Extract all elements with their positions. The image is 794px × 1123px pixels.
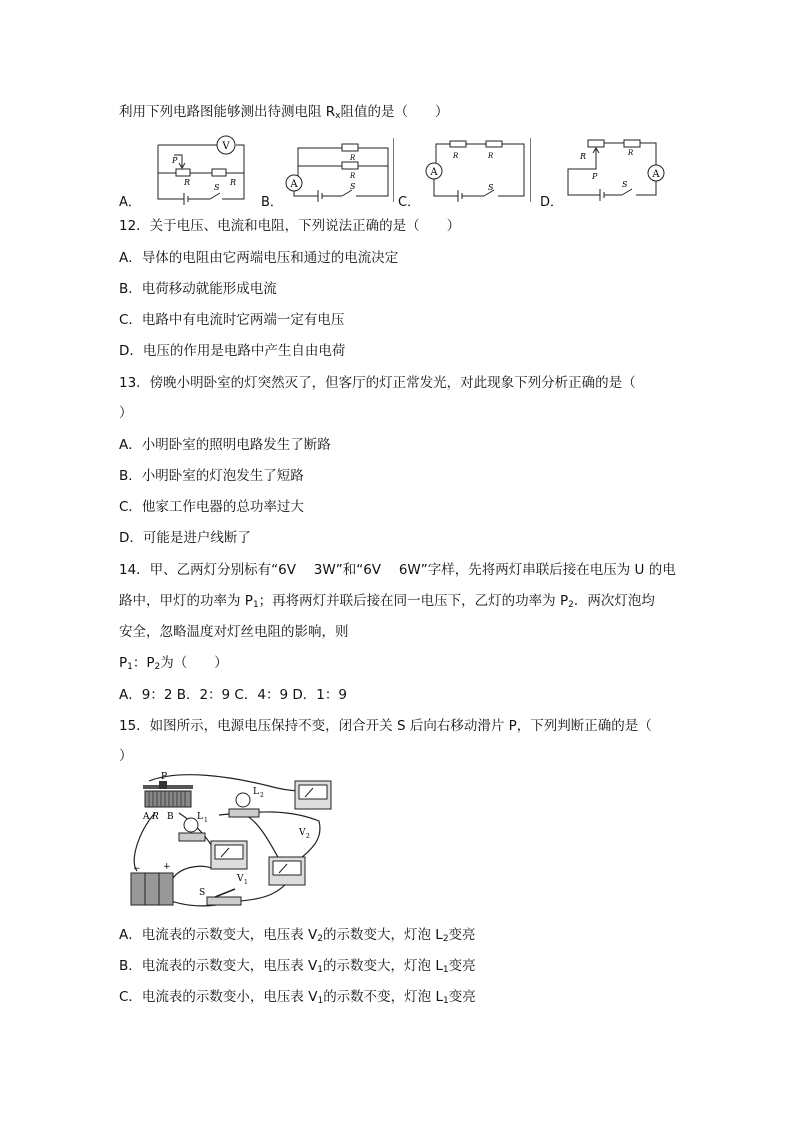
rheostat-icon xyxy=(143,781,193,807)
svg-text:R: R xyxy=(350,154,356,162)
svg-text:R: R xyxy=(184,178,191,187)
circuit-diagram-b xyxy=(280,138,392,202)
svg-text:L: L xyxy=(253,787,259,797)
svg-text:S: S xyxy=(350,182,356,191)
battery-icon xyxy=(131,873,173,905)
q13-stem: 13．傍晚小明卧室的灯突然灭了，但客厅的灯正常发光，对此现象下列分析正确的是（ xyxy=(119,375,636,391)
svg-text:R: R xyxy=(152,812,159,822)
voltmeter-label: V xyxy=(222,141,230,152)
switch-icon xyxy=(207,889,241,905)
svg-text:R: R xyxy=(453,152,459,160)
svg-text:1: 1 xyxy=(244,879,248,886)
svg-text:1: 1 xyxy=(204,817,208,824)
q13-option-c: C．他家工作电器的总功率过大 xyxy=(119,499,304,515)
svg-text:−: − xyxy=(133,864,141,874)
q15-option-c: C．电流表的示数变小，电压表 $V_1$的示数不变，灯泡 $L_1$变亮 xyxy=(119,989,476,1006)
svg-text:R: R xyxy=(230,178,237,187)
q12-option-a: A．导体的电阻由它两端电压和通过的电流决定 xyxy=(119,250,399,266)
q13-option-a: A．小明卧室的照明电路发生了断路 xyxy=(119,437,331,453)
q15-option-a: A．电流表的示数变大，电压表 $V_2$的示数变大，灯泡 $L_2$变亮 xyxy=(119,927,476,944)
svg-text:S: S xyxy=(488,183,494,192)
q11-option-c-label: C． xyxy=(398,195,421,210)
circuit-diagram-a xyxy=(148,133,250,205)
q15-option-b: B．电流表的示数变大，电压表 $V_1$的示数变大，灯泡 $L_1$变亮 xyxy=(119,958,476,975)
q12-option-c: C．电路中有电流时它两端一定有电压 xyxy=(119,312,345,328)
ammeter-label: A xyxy=(290,179,298,190)
svg-text:B: B xyxy=(167,812,174,822)
svg-text:+: + xyxy=(163,862,171,872)
q13-option-b: B．小明卧室的灯泡发生了短路 xyxy=(119,468,304,484)
circuit-diagram-c xyxy=(420,138,528,202)
q14-stem-line3: 安全，忽略温度对灯丝电阻的影响，则 xyxy=(119,624,349,640)
svg-text:P: P xyxy=(172,156,178,165)
svg-text:S: S xyxy=(214,183,220,192)
q15-stem: 15．如图所示，电源电压保持不变，闭合开关 S 后向右移动滑片 P，下列判断正确的是（ xyxy=(119,718,652,734)
svg-text:L: L xyxy=(197,812,203,822)
svg-text:P: P xyxy=(592,172,598,181)
svg-text:S: S xyxy=(199,888,206,898)
svg-text:A: A xyxy=(430,167,438,178)
svg-text:R: R xyxy=(488,152,494,160)
q14-stem-line1: 14．甲、乙两灯分别标有“6V 3W”和“6V 6W”字样，先将两灯串联后接在电压为 U 的电 xyxy=(119,562,676,578)
svg-text:2: 2 xyxy=(260,792,264,799)
q11-option-b-label: B． xyxy=(261,195,283,210)
circuit-diagram-d xyxy=(562,135,672,201)
q15-stem-cont: ） xyxy=(119,748,133,764)
q14-stem-line2: 路中，甲灯的功率为 $P_1$；再将两灯并联后接在同一电压下，乙灯的功率为 $P_2$．两次灯泡均 xyxy=(119,593,655,610)
physical-circuit-figure xyxy=(119,771,341,913)
q14-ratio-line: $P_1$：$P_2$为（ ） xyxy=(119,655,228,672)
svg-text:S: S xyxy=(622,180,628,189)
q13-stem-cont: ） xyxy=(119,405,133,421)
svg-text:P: P xyxy=(161,772,168,782)
voltmeter-v1-icon xyxy=(211,841,247,869)
svg-text:A: A xyxy=(143,812,150,822)
q12-option-b: B．电荷移动就能形成电流 xyxy=(119,281,277,297)
svg-text:R: R xyxy=(580,152,587,161)
q11-stem: 利用下列电路图能够测出待测电阻 $R_x$阻值的是（ ） xyxy=(119,104,449,121)
ammeter-icon xyxy=(269,857,305,885)
q12-stem: 12．关于电压、电流和电阻，下列说法正确的是（ ） xyxy=(119,218,461,234)
svg-text:V: V xyxy=(299,828,306,838)
svg-text:V: V xyxy=(237,874,244,884)
q13-option-d: D．可能是进户线断了 xyxy=(119,530,251,546)
svg-text:A: A xyxy=(652,169,660,180)
svg-text:2: 2 xyxy=(306,833,310,840)
q11-option-a-label: A． xyxy=(119,195,141,210)
svg-text:R: R xyxy=(350,172,356,180)
voltmeter-v2-icon xyxy=(295,781,331,809)
q12-option-d: D．电压的作用是电路中产生自由电荷 xyxy=(119,343,346,359)
svg-text:R: R xyxy=(628,149,634,157)
q11-option-d-label: D． xyxy=(540,195,564,210)
q14-options: A．9：2 B．2：9 C．4：9 D．1：9 xyxy=(119,687,347,703)
